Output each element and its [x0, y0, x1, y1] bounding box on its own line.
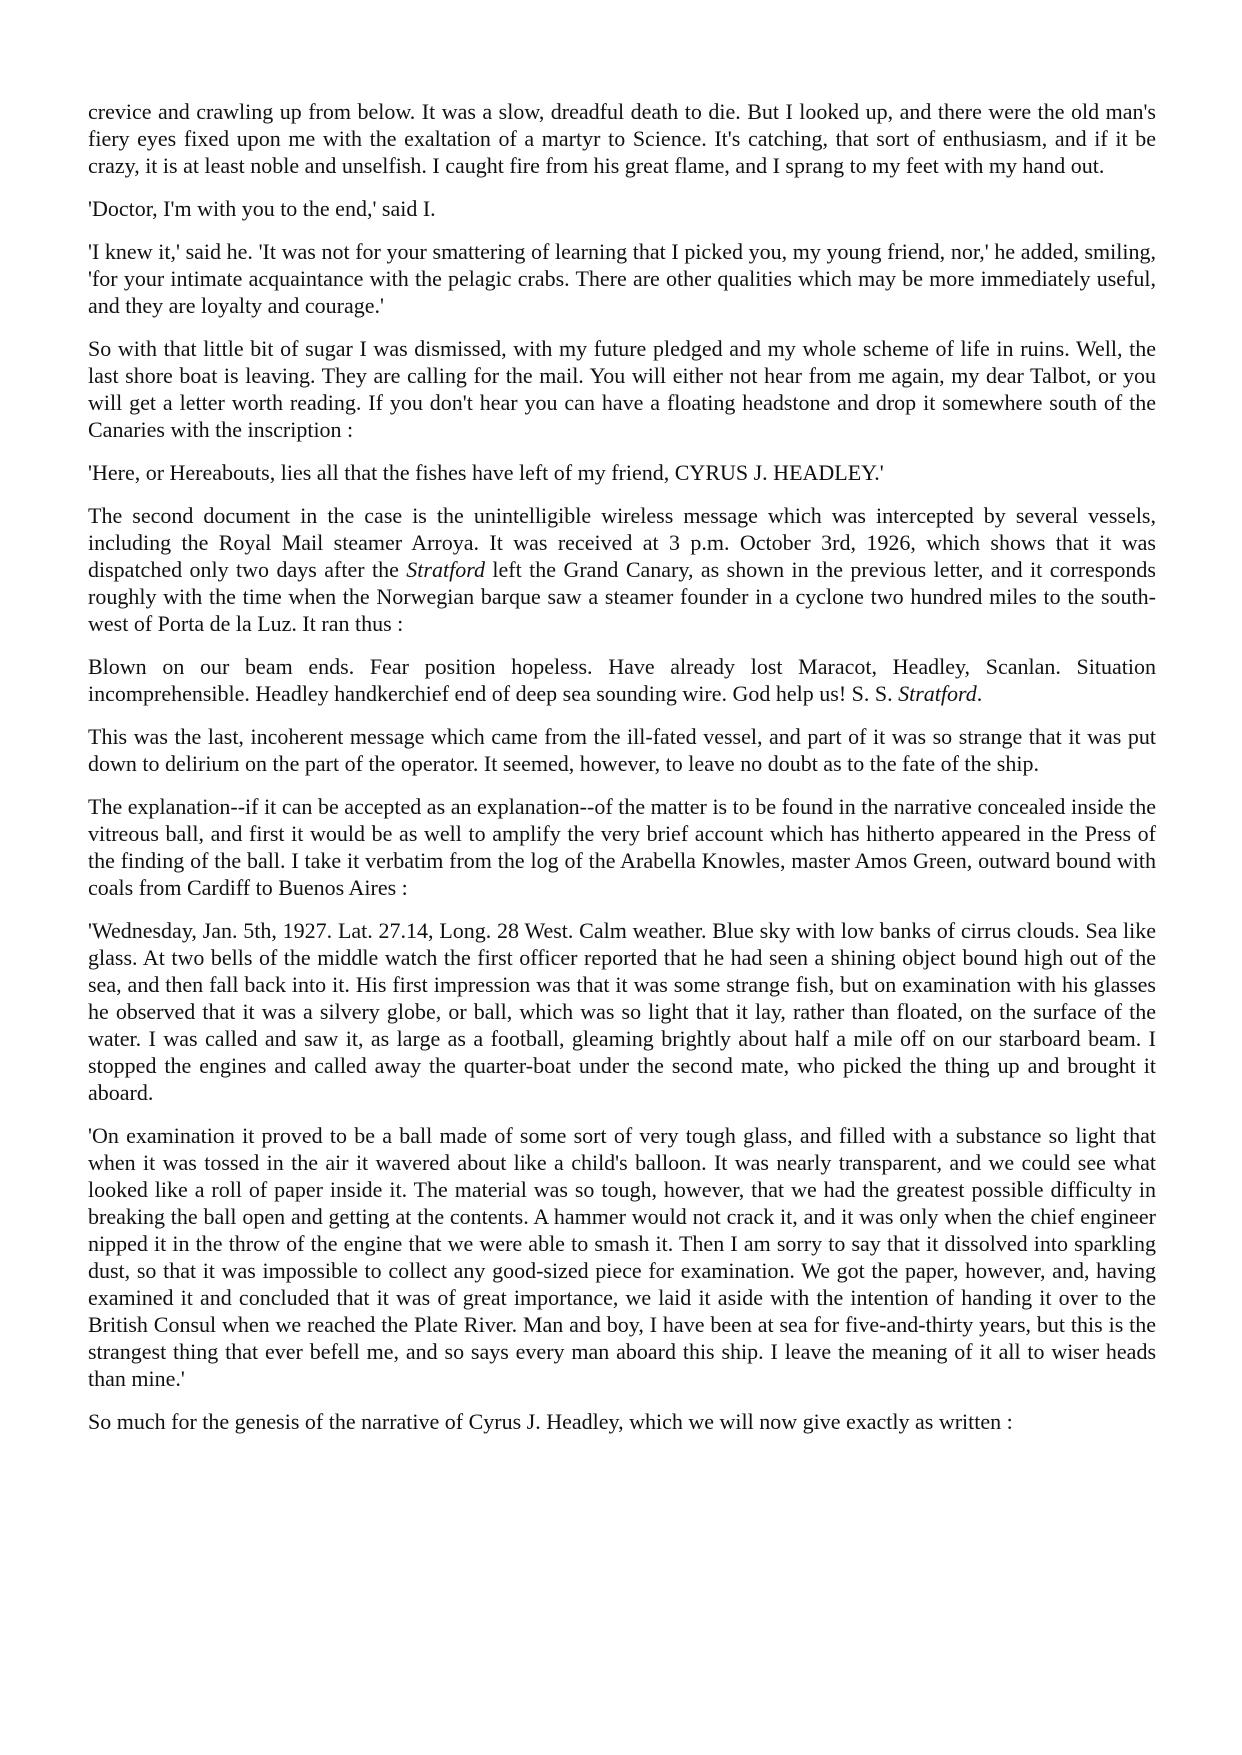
paragraph-8: This was the last, incoherent message which came from the ill-fated vessel, and part of it was so strange that it was put down to delirium on the part of the operator. It seemed, however, to leave no doubt as to the fate of the ship. — [88, 724, 1156, 776]
ship-name-italic: Stratford — [406, 557, 485, 582]
paragraph-6-text-before: The second document in the case is the unintelligible wireless message which was intercepted by several vessels, including the Royal Mail steamer Arroya. It was received at 3 p.m. October 3rd, 1926, which shows that it was dispatched only two days after the — [88, 503, 1156, 582]
paragraph-9: The explanation--if it can be accepted as an explanation--of the matter is to be found in the narrative concealed inside the vitreous ball, and first it would be as well to amplify the very brief account which has hitherto appeared in the Press of the finding of the ball. I take it verbatim from the log of the Arabella Knowles, master Amos Green, outward bound with coals from Cardiff to Buenos Aires : — [88, 794, 1156, 900]
paragraph-3: 'I knew it,' said he. 'It was not for your smattering of learning that I picked you, my young friend, nor,' he added, smiling, 'for your intimate acquaintance with the pelagic crabs. There are other qualities which may be more immediately useful, and they are loyalty and courage.' — [88, 239, 1156, 318]
document-page — [88, 98, 1156, 1435]
paragraph-10: 'Wednesday, Jan. 5th, 1927. Lat. 27.14, Long. 28 West. Calm weather. Blue sky with low banks of cirrus clouds. Sea like glass. At two bells of the middle watch the first officer reported that he had seen a shining object bound high out of the sea, and then fall back into it. His first impression was that it was some strange fish, but on examination with his glasses he observed that it was a silvery globe, or ball, which was so light that it lay, rather than floated, on the surface of the water. I was called and saw it, as large as a football, gleaming brightly about half a mile off on our starboard beam. I stopped the engines and called away the quarter-boat under the second mate, who picked the thing up and brought it aboard. — [88, 918, 1156, 1105]
paragraph-4: So with that little bit of sugar I was dismissed, with my future pledged and my whole scheme of life in ruins. Well, the last shore boat is leaving. They are calling for the mail. You will either not hear from me again, my dear Talbot, or you will get a letter worth reading. If you don't hear you can have a floating headstone and drop it somewhere south of the Canaries with the inscription : — [88, 336, 1156, 442]
paragraph-2: 'Doctor, I'm with you to the end,' said I. — [88, 196, 436, 221]
paragraph-6-text-after: left the Grand Canary, as shown in the previous letter, and it corresponds roughly with the time when the Norwegian barque saw a steamer founder in a cyclone two hundred miles to the south-west of Porta de la Luz. It ran thus : — [88, 557, 1156, 636]
paragraph-7 — [88, 653, 1156, 707]
paragraph-7-text-after: . — [976, 681, 983, 706]
paragraph-6 — [88, 502, 1156, 637]
paragraph-12: So much for the genesis of the narrative of Cyrus J. Headley, which we will now give exactly as written : — [88, 1409, 1013, 1434]
ship-name-italic: Stratford — [898, 681, 977, 706]
paragraph-1: crevice and crawling up from below. It was a slow, dreadful death to die. But I looked up, and there were the old man's fiery eyes fixed upon me with the exaltation of a martyr to Science. It's catching, that sort of enthusiasm, and if it be crazy, it is at least noble and unselfish. I caught fire from his great flame, and I sprang to my feet with my hand out. — [88, 99, 1156, 178]
paragraph-11: 'On examination it proved to be a ball made of some sort of very tough glass, and filled with a substance so light that when it was tossed in the air it wavered about like a child's balloon. It was nearly transparent, and we could see what looked like a roll of paper inside it. The material was so tough, however, that we had the greatest possible difficulty in breaking the ball open and getting at the contents. A hammer would not crack it, and it was only when the chief engineer nipped it in the throw of the engine that we were able to smash it. Then I am sorry to say that it dissolved into sparkling dust, so that it was impossible to collect any good-sized piece for examination. We got the paper, however, and, having examined it and concluded that it was of great importance, we laid it aside with the intention of handing it over to the British Consul when we reached the Plate River. Man and boy, I have been at sea for five-and-thirty years, but this is the strangest thing that ever befell me, and so says every man aboard this ship. I leave the meaning of it all to wiser heads than mine.' — [88, 1123, 1156, 1391]
paragraph-7-text-before: Blown on our beam ends. Fear position hopeless. Have already lost Maracot, Headley, Scanlan. Situation incomprehensible. Headley handkerchief end of deep sea sounding wire. God help us! S. S. — [88, 654, 1156, 706]
paragraph-5: 'Here, or Hereabouts, lies all that the fishes have left of my friend, CYRUS J. HEADLEY.' — [88, 460, 884, 485]
